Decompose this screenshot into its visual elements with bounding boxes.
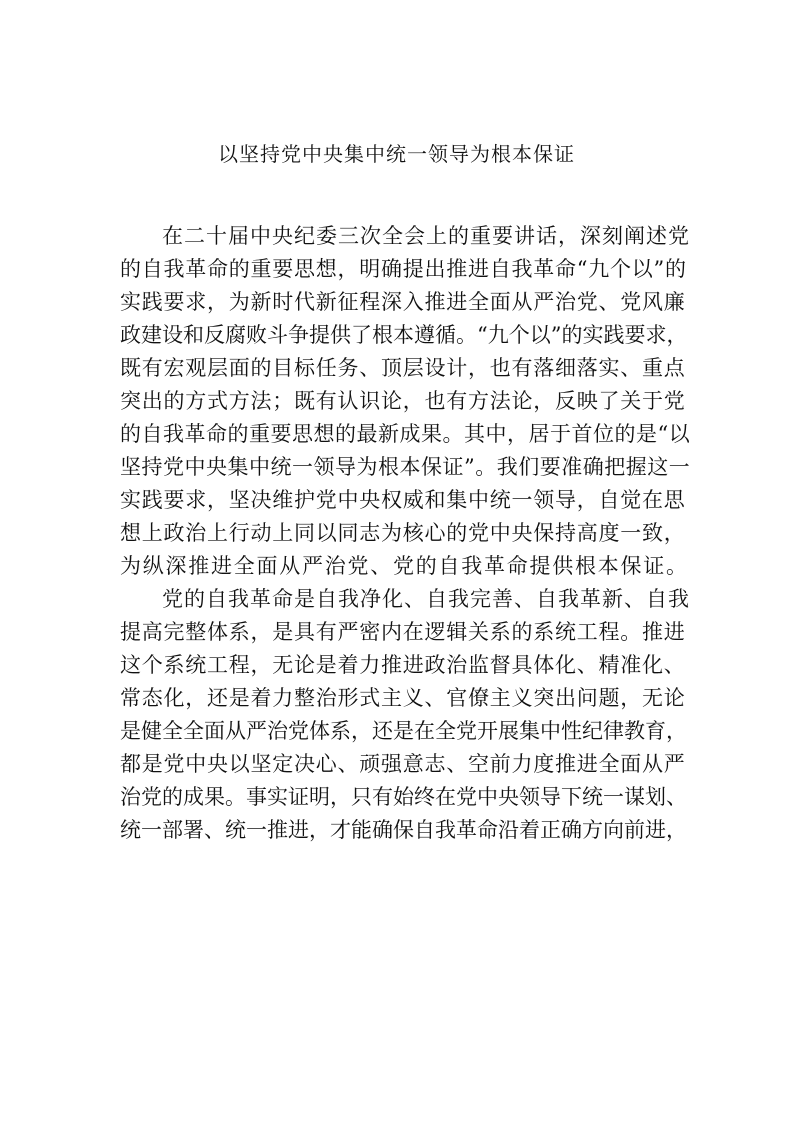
- paragraph-line: 统一部署、统一推进，才能确保自我革命沿着正确方向前进，: [120, 818, 687, 842]
- paragraph-line: 提高完整体系，是具有严密内在逻辑关系的系统工程。推进: [120, 620, 686, 644]
- paragraph-line: 的自我革命的重要思想，明确提出推进自我革命“九个以”的: [120, 257, 687, 281]
- paragraph-1: [120, 220, 690, 583]
- paragraph-line: 这个系统工程，无论是着力推进政治监督具体化、精准化、: [120, 653, 686, 677]
- paragraph-line: 的自我革命的重要思想的最新成果。其中，居于首位的是“以: [120, 422, 691, 446]
- paragraph-line: 政建设和反腐败斗争提供了根本遵循。“九个以”的实践要求，: [120, 323, 688, 347]
- paragraph-line: 既有宏观层面的目标任务、顶层设计，也有落细落实、重点: [120, 356, 686, 380]
- paragraph-line: 实践要求，坚决维护党中央权威和集中统一领导，自觉在思: [120, 488, 686, 512]
- paragraph-2: [120, 583, 690, 847]
- paragraph-line: 治党的成果。事实证明，只有始终在党中央领导下统一谋划、: [120, 785, 687, 809]
- paragraph-line: 为纵深推进全面从严治党、党的自我革命提供根本保证。: [120, 554, 689, 578]
- paragraph-line: 想上政治上行动上同以同志为核心的党中央保持高度一致，: [120, 521, 686, 545]
- paragraph-line: 突出的方式方法；既有认识论，也有方法论，反映了关于党: [120, 389, 686, 413]
- paragraph-line: 实践要求，为新时代新征程深入推进全面从严治党、党风廉: [120, 290, 686, 314]
- paragraph-line: 常态化，还是着力整治形式主义、官僚主义突出问题，无论: [120, 686, 686, 710]
- paragraph-line: 党的自我革命是自我净化、自我完善、自我革新、自我: [162, 587, 690, 611]
- paragraph-line: 都是党中央以坚定决心、顽强意志、空前力度推进全面从严: [120, 752, 686, 776]
- paragraph-line: 是健全全面从严治党体系，还是在全党开展集中性纪律教育，: [120, 719, 687, 743]
- document-body: [120, 220, 690, 847]
- document-title: 以坚持党中央集中统一领导为根本保证: [218, 142, 575, 166]
- paragraph-line: 在二十届中央纪委三次全会上的重要讲话，深刻阐述党: [162, 224, 690, 248]
- paragraph-line: 坚持党中央集中统一领导为根本保证”。我们要准确把握这一: [120, 455, 691, 479]
